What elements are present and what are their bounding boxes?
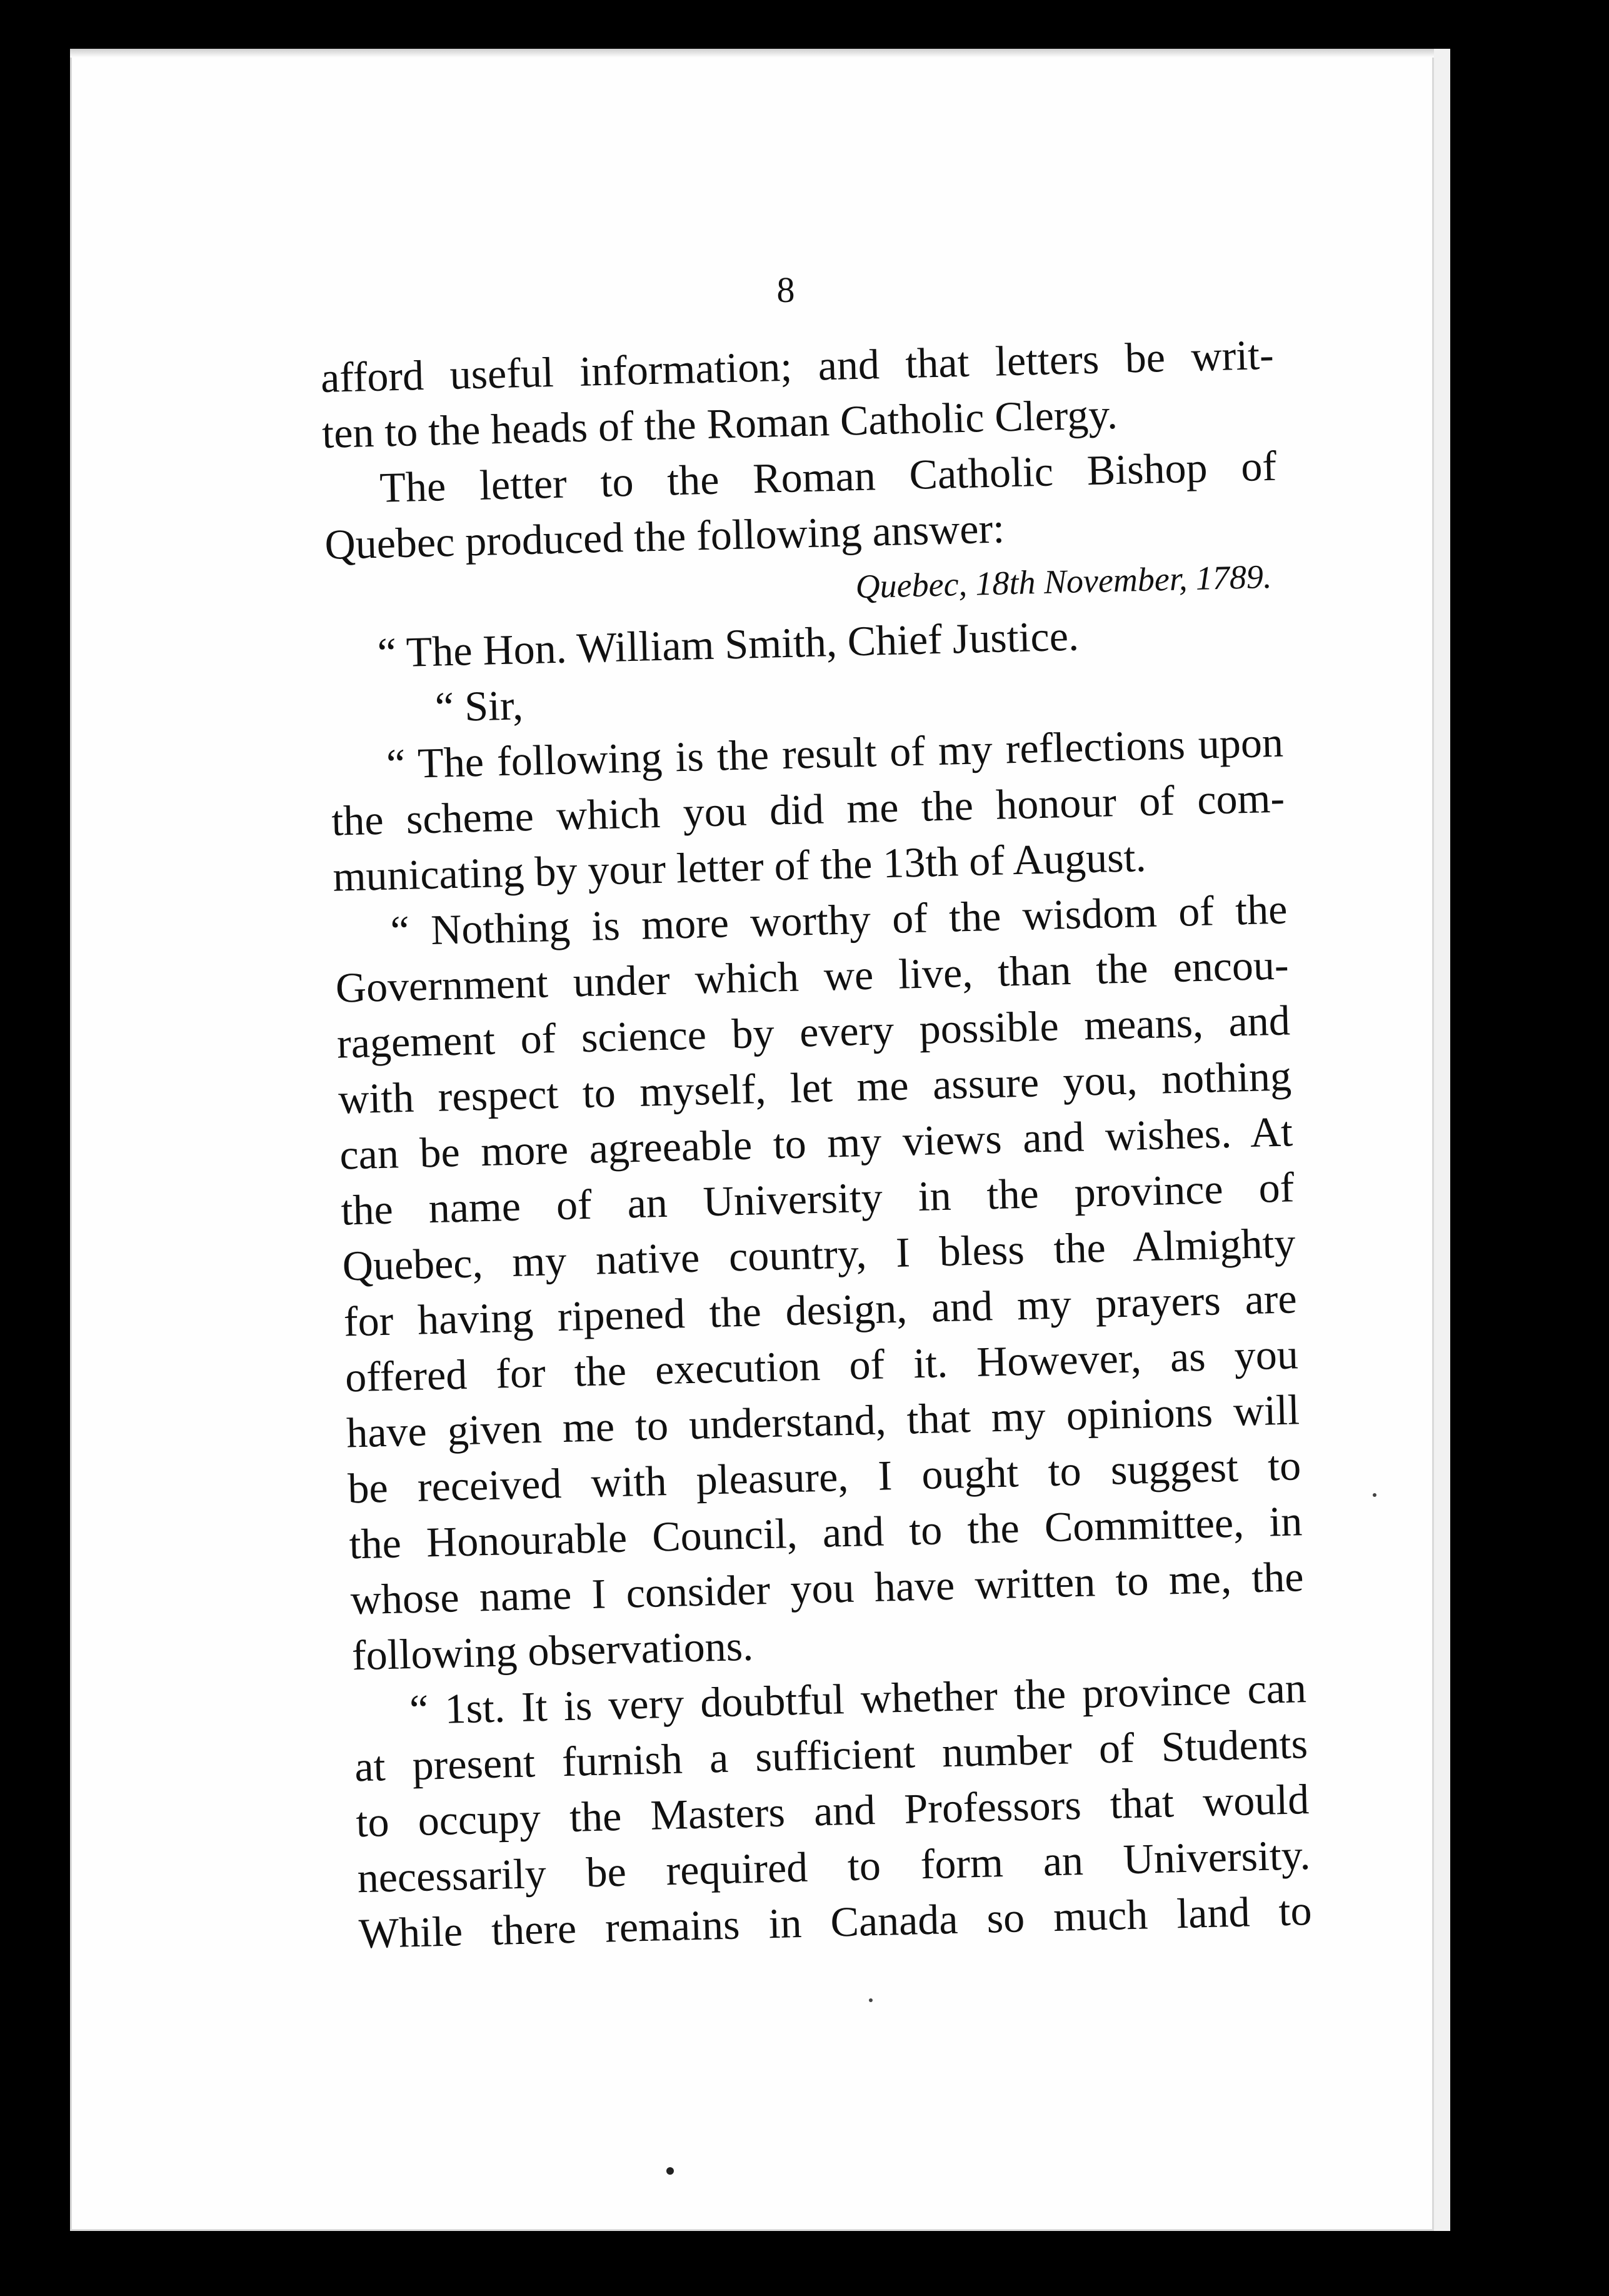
text-line: be received with pleasure, I ought to suggest to (347, 1441, 1301, 1513)
text-line: have given me to understand, that my opinions will (346, 1386, 1300, 1457)
text-line: ragement of science by every possible means, and (336, 996, 1291, 1067)
text-line: ten to the heads of the Roman Catholic Clergy. (321, 390, 1118, 457)
printer-mark (666, 2167, 674, 2175)
text-line: for having ripened the design, and my prayers are (343, 1274, 1298, 1346)
text-line: Quebec, 18th November, 1789. (855, 557, 1273, 606)
text-line: the scheme which you did me the honour of com- (331, 773, 1285, 845)
text-line: Quebec produced the following answer: (324, 504, 1005, 568)
text-line: with respect to myself, let me assure you, nothing (338, 1052, 1292, 1123)
text-line: whose name I consider you have written to me, the (349, 1553, 1305, 1624)
text-line: “ The following is the result of my reflections upon (386, 718, 1284, 788)
text-line: the name of an University in the province of (340, 1163, 1295, 1234)
text-line: the Honourable Council, and to the Committee, in (348, 1497, 1303, 1568)
text-line: While there remains in Canada so much land to (358, 1886, 1313, 1958)
paper-speck (869, 1998, 873, 2002)
text-line: afford useful information; and that letters be writ- (320, 330, 1275, 401)
text-line: offered for the execution of it. However, as you (344, 1330, 1299, 1401)
text-line: necessarily be required to form an University. (356, 1831, 1311, 1902)
text-line: can be more agreeable to my views and wishes. At (339, 1107, 1293, 1179)
page-number: 8 (776, 269, 795, 310)
text-line: to occupy the Masters and Professors that would (355, 1775, 1310, 1846)
text-line: municating by your letter of the 13th of August. (332, 832, 1147, 900)
facing-page-edge (1434, 49, 1450, 2231)
text-line: “ The Hon. William Smith, Chief Justice. (376, 612, 1080, 677)
scan-background (1450, 0, 1609, 2296)
paper-speck (1373, 1493, 1376, 1497)
text-line: The letter to the Roman Catholic Bishop of (379, 441, 1277, 511)
text-line: at present furnish a sufficient number of Students (354, 1719, 1308, 1791)
text-line: “ Sir, (434, 681, 524, 731)
text-line: following observations. (351, 1621, 754, 1679)
text-line: Government under which we live, than the encou- (334, 940, 1290, 1012)
text-line: “ 1st. It is very doubtful whether the province can (409, 1664, 1307, 1734)
text-line: “ Nothing is more worthy of the wisdom of the (389, 885, 1288, 955)
text-line: Quebec, my native country, I bless the Almighty (341, 1219, 1296, 1290)
body-text (320, 327, 1313, 1961)
page-top-shadow (70, 49, 1434, 58)
